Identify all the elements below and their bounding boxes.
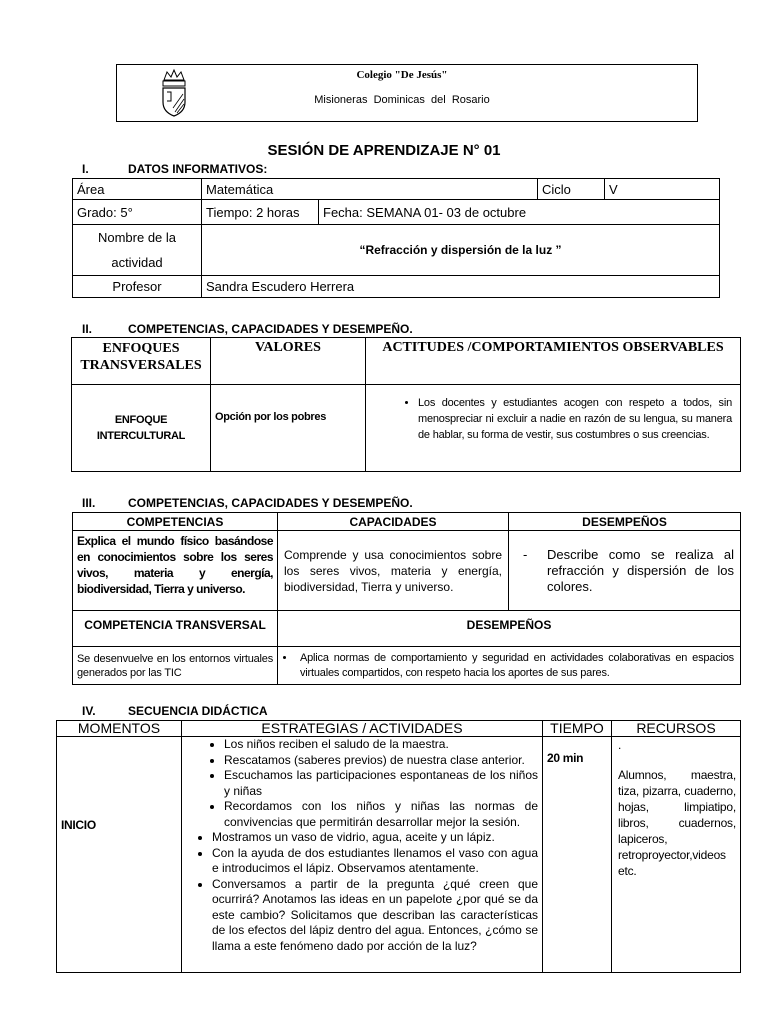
desempeno-transversal-item: • Aplica normas de comportamiento y seguridad en actividades colaborativas en espacios virtuales compartidos, con respeto hacia los aportes de sus pares. — [296, 651, 734, 681]
fecha-cell: Fecha: SEMANA 01- 03 de octubre — [319, 200, 720, 225]
outer-item: • Mostramos un vaso de vidrio, agua, aceite y un lápiz. — [212, 830, 538, 846]
school-logo — [157, 68, 191, 118]
section-title: DATOS INFORMATIVOS: — [128, 162, 268, 176]
actitudes-header: ACTITUDES /COMPORTAMIENTOS OBSERVABLES — [366, 338, 741, 385]
tiempo-cell: 20 min — [543, 737, 612, 973]
nombre-label-line1: Nombre de la — [97, 230, 177, 245]
section-number: II. — [82, 322, 93, 336]
estrategias-header: ESTRATEGIAS / ACTIVIDADES — [182, 721, 543, 737]
recursos-text: Alumnos, maestra, tiza, pizarra, cuaderno, hojas, limpiatipo, libros, cuadernos, lapiceros, retroproyector,videos etc. — [618, 768, 736, 878]
section-2-heading — [82, 322, 413, 336]
estrategias-cell — [182, 737, 543, 973]
actitud-item: • Los docentes y estudiantes acogen con respeto a todos, sin menospreciar ni excluir a nadie en razón de su lengua, su manera de hablar, su forma de vestir, sus costumbres o sus creencias. — [418, 395, 732, 443]
profesor-value: Sandra Escudero Herrera — [202, 276, 720, 298]
enfoques-table — [71, 337, 741, 472]
ciclo-label: Ciclo — [538, 179, 605, 200]
desempeno-text: Describe como se realiza al refracción y dispersión de los colores. — [547, 546, 734, 594]
section-number: I. — [82, 162, 89, 176]
inner-item: • Recordamos con los niños y niñas las normas de convivencias que permitirán desarrollar mejor la sesión. — [224, 799, 538, 830]
section-title: COMPETENCIAS, CAPACIDADES Y DESEMPEÑO. — [128, 496, 413, 510]
valor-cell: Opción por los pobres — [211, 385, 366, 472]
desempenos-header: DESEMPEÑOS — [509, 513, 741, 531]
valores-header: VALORES — [211, 338, 366, 385]
section-title: SECUENCIA DIDÁCTICA — [128, 704, 268, 718]
school-name: Colegio "De Jesús" — [356, 69, 448, 81]
momentos-header: MOMENTOS — [57, 721, 182, 737]
section-1-heading — [82, 162, 267, 176]
tiempo-cell: Tiempo: 2 horas — [202, 200, 319, 225]
nombre-value: “Refracción y dispersión de la luz ” — [202, 225, 720, 276]
outer-item: • Conversamos a partir de la pregunta ¿qué creen que ocurrirá? Anotamos las ideas en un papelote ¿por qué se da este cambio? Solicitamos que describan las características de los efectos del lápiz dentro del agua. Entonces, ¿cómo se llama a este fenómeno dado por acción de la luz? — [212, 877, 538, 955]
school-subtitle: Misioneras Dominicas del Rosario — [314, 94, 490, 106]
inner-item: • Rescatamos (saberes previos) de nuestra clase anterior. — [224, 753, 538, 769]
section-3-heading — [82, 496, 413, 510]
comp-transversal-cell: Se desenvuelve en los entornos virtuales generados por las TIC — [73, 647, 278, 685]
enfoque-cell — [72, 385, 211, 472]
actitud-cell — [366, 385, 741, 472]
tiempo-header: TIEMPO — [543, 721, 612, 737]
grado-cell: Grado: 5° — [73, 200, 202, 225]
datos-table — [72, 178, 720, 298]
nombre-label-line2: actividad — [111, 255, 163, 270]
recursos-cell — [612, 737, 741, 973]
profesor-label: Profesor — [73, 276, 202, 298]
desempenos-transversal-header: DESEMPEÑOS — [278, 611, 741, 647]
capacidad-cell: Comprende y usa conocimientos sobre los seres vivos, materia y energía, biodiversidad, Tierra y universo. — [278, 531, 509, 611]
inner-item: • Escuchamos las participaciones espontaneas de los niños y niñas — [224, 768, 538, 799]
page-title: SESIÓN DE APRENDIZAJE N° 01 — [267, 142, 501, 159]
competencias-header: COMPETENCIAS — [73, 513, 278, 531]
comp-transversal-header: COMPETENCIA TRANSVERSAL — [73, 611, 278, 647]
inner-item: • Los niños reciben el saludo de la maestra. — [224, 737, 538, 753]
section-title: COMPETENCIAS, CAPACIDADES Y DESEMPEÑO. — [128, 322, 413, 336]
nombre-label — [73, 225, 202, 276]
enfoque-line2: INTERCULTURAL — [96, 430, 186, 442]
area-value: Matemática — [202, 179, 538, 200]
competencias-table — [72, 512, 741, 685]
header-box — [116, 64, 698, 122]
recursos-dot: . — [618, 738, 622, 752]
section-4-heading — [82, 704, 268, 718]
momento-cell: INICIO — [57, 737, 182, 973]
competencia-cell: Explica el mundo físico basándose en conocimientos sobre los seres vivos, materia y energía, biodiversidad, Tierra y universo. — [73, 531, 278, 611]
enfoques-header-line1: ENFOQUES — [102, 341, 180, 356]
desempeno-cell: - Describe como se realiza al refracción y dispersión de los colores. — [509, 531, 741, 611]
enfoques-header-line2: TRANSVERSALES — [80, 358, 202, 373]
recursos-header: RECURSOS — [612, 721, 741, 737]
enfoques-header — [72, 338, 211, 385]
secuencia-table — [56, 720, 741, 973]
ciclo-value: V — [605, 179, 720, 200]
outer-item: • Con la ayuda de dos estudiantes llenamos el vaso con agua e introducimos el lápiz. Observamos atentamente. — [212, 846, 538, 877]
section-number: IV. — [82, 704, 96, 718]
capacidades-header: CAPACIDADES — [278, 513, 509, 531]
desempeno-transversal-cell — [278, 647, 741, 685]
enfoque-line1: ENFOQUE — [114, 414, 168, 426]
section-number: III. — [82, 496, 96, 510]
area-label: Área — [73, 179, 202, 200]
